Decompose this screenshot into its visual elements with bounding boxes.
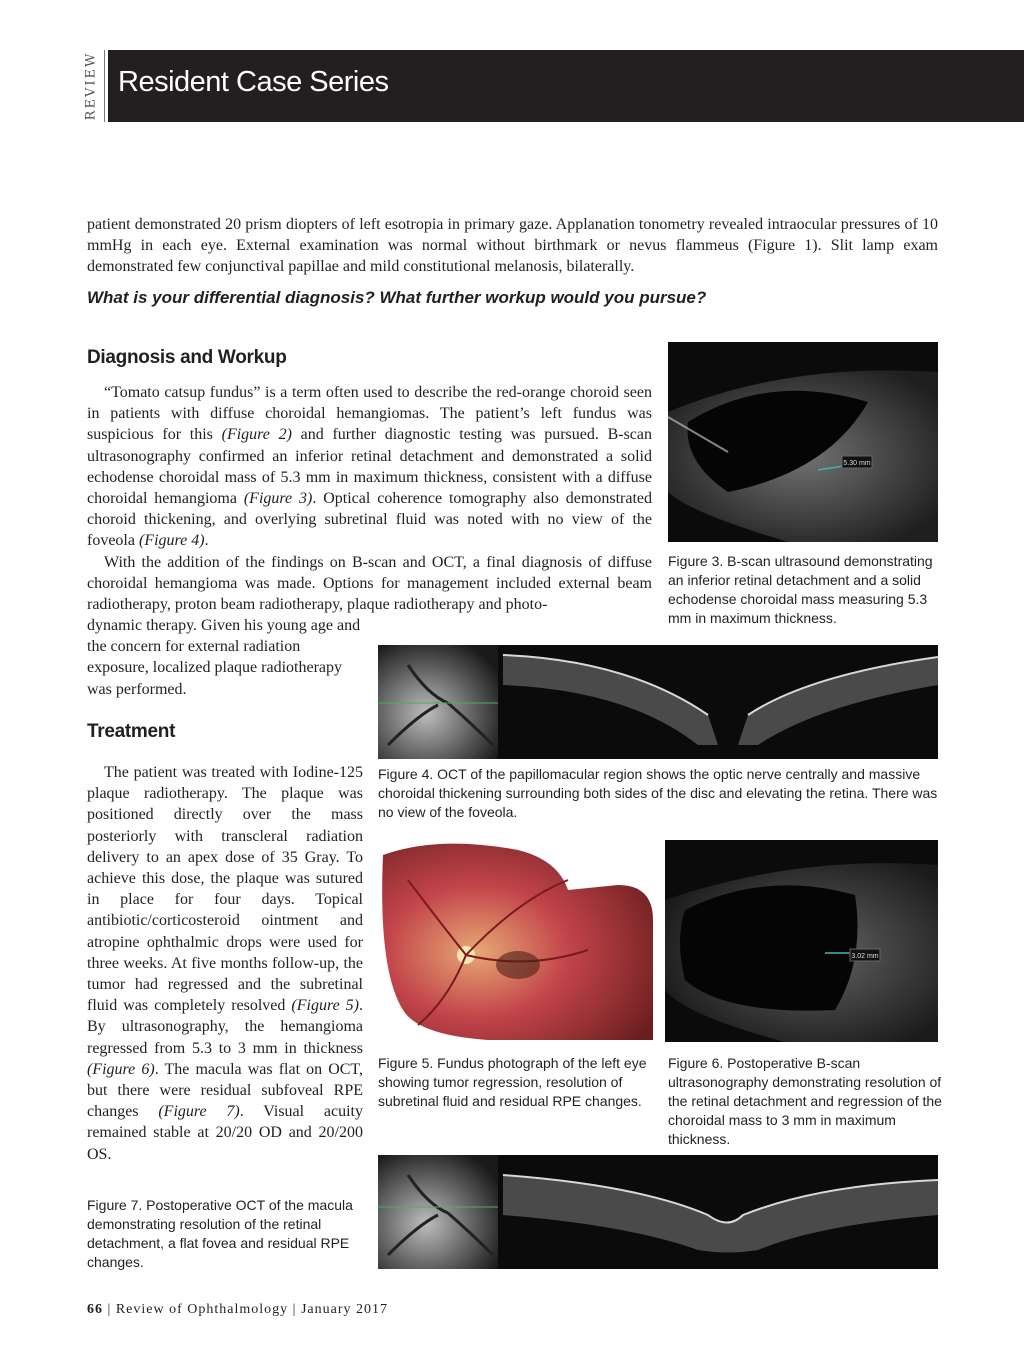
figure-ref: (Figure 4) (138, 532, 205, 550)
page-footer (87, 1302, 388, 1318)
section-heading-treatment: Treatment (87, 721, 176, 742)
page-title: Resident Case Series (118, 66, 389, 98)
diagnosis-text (87, 382, 652, 615)
oct-graphic (378, 645, 938, 759)
figure-ref: (Figure 5) (291, 997, 359, 1015)
figure-4-caption: Figure 4. OCT of the papillomacular region shows the optic nerve centrally and massive choroidal thickening surrounding both sides of the disc and elevating the retina. There was no view of the foveola. (378, 766, 938, 820)
oct-postop-graphic (378, 1155, 938, 1269)
figure-6-caption: Figure 6. Postoperative B-scan ultrasonography demonstrating resolution of the retinal detachment and regression of the choroidal mass to 3 mm in maximum thickness. (668, 1055, 942, 1147)
page-number: 66 (87, 1302, 103, 1317)
figure-3-caption: Figure 3. B-scan ultrasound demonstrating an inferior retinal detachment and a solid echodense choroidal mass measuring 5.3 mm in maximum thickness. (668, 553, 933, 626)
section-heading-diagnosis: Diagnosis and Workup (87, 347, 287, 368)
figure-4-oct-image (378, 645, 938, 759)
journal-name: Review of Ophthalmology (115, 1302, 289, 1317)
footer-separator: | (292, 1302, 297, 1317)
diagnosis-paragraph-2: With the addition of the findings on B-scan and OCT, a final diagnosis of diffuse choroidal hemangioma was made. Options for management included external beam radiotherapy, proton beam radiotherapy, plaque radiotherapy and photo- (87, 553, 652, 614)
issue-date: January 2017 (300, 1302, 388, 1317)
diagnosis-paragraph-1: “Tomato catsup fundus” is a term often used to describe the red-orange choroid seen in patients with diffuse choroidal hemangiomas. The patient’s left fundus was suspicious for this (Figure 2) and further diagnostic testing was pursued. B-scan ultrasonography confirmed an inferior retinal detachment and demonstrated a solid echodense choroidal mass of 5.3 mm in maximum thickness, consistent with a diffuse choroidal hemangioma (Figure 3). Optical coherence tomography also demonstrated choroid thickening, and overlying subretinal fluid was noted with no view of the foveola (Figure 4). (87, 384, 653, 550)
bscan-postop-graphic (665, 840, 938, 1042)
figure-6-measure-label: 3.02 mm (851, 953, 879, 960)
figure-ref: (Figure 3) (243, 490, 313, 508)
bscan-graphic (668, 342, 938, 542)
header-divider (104, 50, 105, 122)
figure-3-measure-label: 5.30 mm (843, 460, 871, 467)
figure-7-caption: Figure 7. Postoperative OCT of the macula demonstrating resolution of the retinal detachment, a flat fovea and residual RPE changes. (87, 1197, 353, 1270)
intro-paragraph: patient demonstrated 20 prism diopters of left esotropia in primary gaze. Applanation tonometry revealed intraocular pressures of 10 mmHg in each eye. External examination was normal without birthmark or nevus flammeus (Figure 1). Slit lamp exam demonstrated few conjunctival papillae and mild constitutional melanosis, bilaterally. (87, 216, 938, 276)
figure-5-caption: Figure 5. Fundus photograph of the left eye showing tumor regression, resolution of subretinal fluid and residual RPE changes. (378, 1055, 647, 1109)
footer-separator: | (107, 1302, 112, 1317)
figure-ref: (Figure 6) (87, 1060, 155, 1078)
question-text: What is your differential diagnosis? What further workup would you pursue? (87, 288, 707, 307)
figure-ref: (Figure 7) (158, 1103, 240, 1121)
figure-7-oct-image (378, 1155, 938, 1269)
figure-6-bscan-image (665, 840, 938, 1042)
treatment-paragraph: The patient was treated with Iodine-125 plaque radiotherapy. The plaque was positioned directly over the mass posteriorly with transcleral radiation delivery to an apex dose of 35 Gray. To achieve this dose, the plaque was sutured in place for four days. Topical antibiotic/corticosteroid ointment and atropine ophthalmic drops were used for three weeks. At five months follow-up, the tumor had regressed and the subretinal fluid was completely resolved (Figure 5). By ultrasonography, the hemangioma regressed from 5.3 to 3 mm in thickness (Figure 6). The macula was flat on OCT, but there were residual subfoveal RPE changes (Figure 7). Visual acuity remained stable at 20/20 OD and 20/200 OS. (87, 764, 364, 1163)
diagnosis-paragraph-2-continued: dynamic therapy. Given his young age and the concern for external radiation exposure, localized plaque radiotherapy was performed. (87, 617, 361, 698)
figure-ref: (Figure 2) (221, 426, 292, 444)
section-label: REVIEW (83, 51, 99, 121)
figure-3-bscan-image (668, 342, 938, 542)
figure-5-fundus-image (378, 840, 653, 1042)
fundus-graphic (378, 840, 653, 1042)
